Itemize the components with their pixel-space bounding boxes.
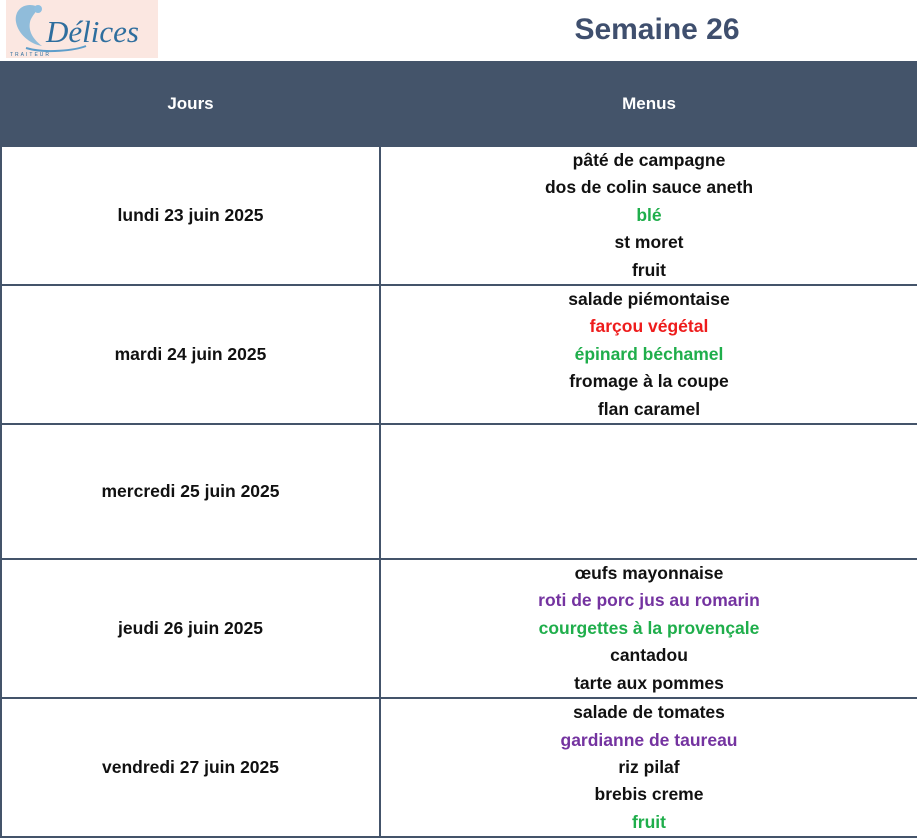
- dish-item: œufs mayonnaise: [574, 563, 724, 584]
- page-header: [0, 0, 917, 60]
- dish-item: farçou végétal: [589, 316, 709, 337]
- table-row: [1, 285, 917, 424]
- dish-item: pâté de campagne: [572, 150, 726, 170]
- dish-item: fruit: [631, 259, 667, 280]
- table-body: [1, 146, 917, 837]
- dish-item: épinard béchamel: [574, 343, 724, 364]
- day-cell: jeudi 26 juin 2025: [1, 559, 380, 698]
- dish-item: fruit: [631, 811, 667, 832]
- dish-item: riz pilaf: [618, 756, 680, 777]
- menu-cell: [380, 285, 917, 424]
- dish-item: courgettes à la provençale: [538, 617, 760, 638]
- day-cell: vendredi 27 juin 2025: [1, 698, 380, 837]
- dish-item: st moret: [614, 232, 684, 253]
- table-row: [1, 559, 917, 698]
- dish-item: fromage à la coupe: [569, 371, 729, 392]
- menu-cell: [380, 424, 917, 559]
- delices-logo-graphic: [6, 0, 158, 58]
- weekly-menu-table: [0, 61, 917, 838]
- dish-item: salade piémontaise: [568, 289, 730, 310]
- column-header-days: Jours: [1, 62, 380, 146]
- day-cell: mercredi 25 juin 2025: [1, 424, 380, 559]
- table-header-row: [1, 62, 917, 146]
- table-row: [1, 698, 917, 837]
- dish-item: brebis creme: [594, 784, 704, 805]
- dish-item: tarte aux pommes: [574, 672, 724, 693]
- table-row: [1, 146, 917, 285]
- day-cell: mardi 24 juin 2025: [1, 285, 380, 424]
- menu-cell: [380, 146, 917, 285]
- dish-item: dos de colin sauce aneth: [544, 177, 754, 198]
- logo-wordmark: Délices: [46, 14, 139, 49]
- column-header-menus: Menus: [380, 62, 917, 146]
- page-title: Semaine 26: [574, 13, 740, 46]
- menu-cell: [380, 559, 917, 698]
- dish-item: salade de tomates: [573, 702, 725, 723]
- delices-logo: [6, 0, 158, 58]
- table-row: [1, 424, 917, 559]
- menu-cell: [380, 698, 917, 837]
- dish-item: blé: [636, 204, 662, 225]
- logo-subtext: TRAITEUR: [10, 52, 51, 58]
- dish-item: cantadou: [610, 645, 688, 666]
- day-cell: lundi 23 juin 2025: [1, 146, 380, 285]
- dish-item: roti de porc jus au romarin: [538, 590, 760, 611]
- dish-item: flan caramel: [597, 398, 701, 419]
- dish-item: gardianne de taureau: [560, 729, 738, 750]
